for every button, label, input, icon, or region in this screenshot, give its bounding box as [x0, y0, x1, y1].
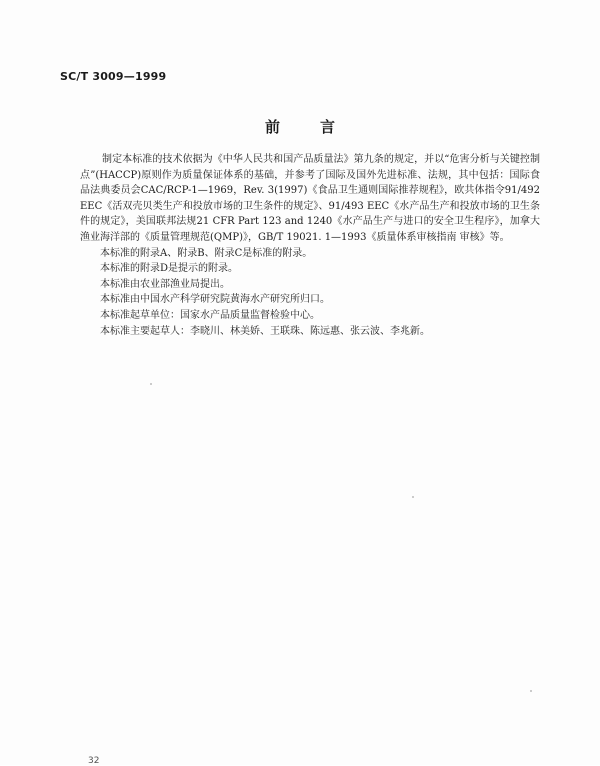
paragraph-informative-annex: 本标准的附录D是提示的附录。	[100, 263, 239, 275]
paragraph-normative-annexes: 本标准的附录A、附录B、附录C是标准的附录。	[100, 247, 313, 259]
scan-speck	[412, 496, 414, 498]
paragraph-proposed-by: 本标准由农业部渔业局提出。	[100, 278, 230, 290]
scan-speck	[150, 383, 152, 385]
paragraph-technical-basis: 制定本标准的技术依据为《中华人民共和国产品质量法》第九条的规定，并以“危害分析与关键控制点”(HACCP)原则作为质量保证体系的基础，并参考了国际及国外先进标准、法规，其中包括：国际食品法典委员会CAC/RCP-1—1969，Rev. 3(1997)《食品卫生通则国际推荐规程》，欧共体指令91/492 EEC《活双壳贝类生产和投放市场的卫生条件的规定》、91/493 EEC《水产品生产和投放市场的卫生条件的规定》，美国联邦法规21 CFR Part 123 and 1240《水产品生产与进口的安全卫生程序》，加拿大渔业海洋部的《质量管理规范(QMP)》，GB/T 19021. 1—1993《质量体系审核指南 审核》等。	[80, 154, 540, 243]
paragraph-drafting-unit: 本标准起草单位：国家水产品质量监督检验中心。	[100, 309, 320, 321]
foreword-body	[80, 152, 540, 339]
page-title: 前言	[264, 118, 375, 136]
paragraph-drafters: 本标准主要起草人：李晓川、林美娇、王联珠、陈远惠、张云波、李兆新。	[100, 325, 430, 337]
page-number: 32	[88, 756, 100, 766]
scan-speck	[530, 690, 532, 692]
paragraph-centralized-by: 本标准由中国水产科学研究院黄海水产研究所归口。	[100, 294, 330, 306]
standard-code: SC/T 3009—1999	[60, 70, 167, 83]
